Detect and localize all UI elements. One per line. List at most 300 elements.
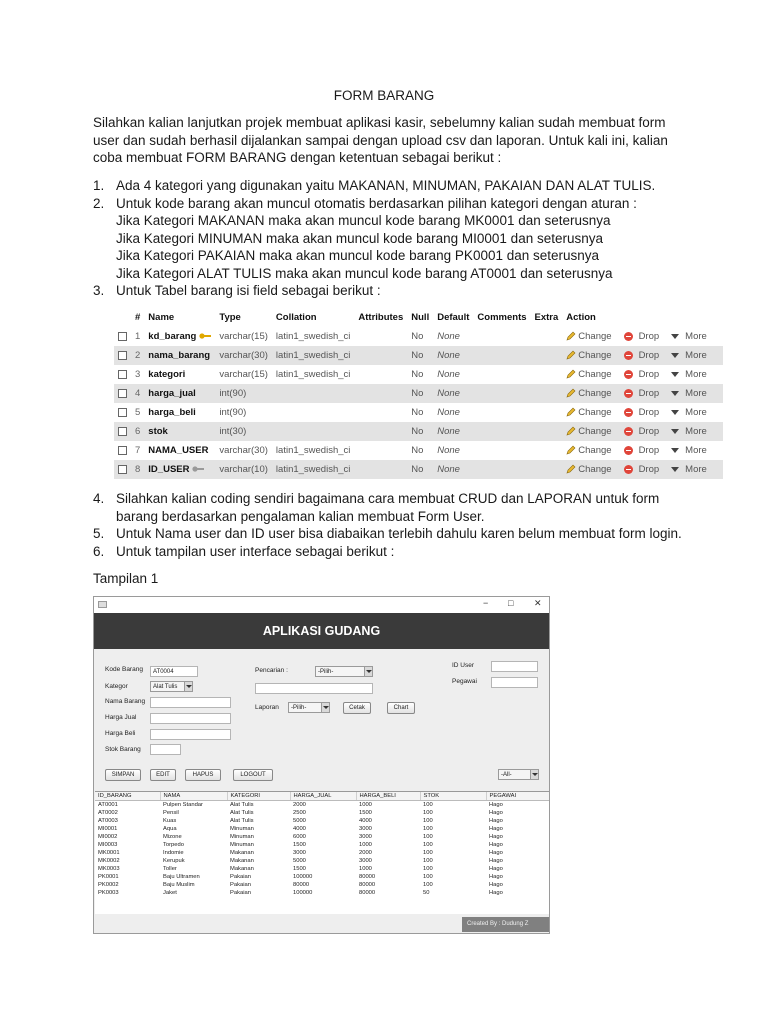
change-action[interactable] — [566, 426, 617, 437]
chart-button[interactable]: Chart — [387, 702, 415, 714]
grid-cell: 100 — [423, 865, 433, 872]
grid-cell: 1000 — [359, 801, 372, 808]
pencil-icon — [566, 331, 576, 341]
more-action[interactable] — [671, 445, 713, 456]
grid-row[interactable] — [95, 889, 550, 897]
field-collation: latin1_swedish_ci — [272, 327, 354, 346]
grid-cell: Makanan — [230, 857, 254, 864]
grid-cell: 100 — [423, 809, 433, 816]
grid-cell: 100 — [423, 825, 433, 832]
row-number: 8 — [131, 460, 144, 479]
field-null: No — [407, 384, 433, 403]
action-cell — [562, 460, 723, 479]
row-checkbox[interactable] — [118, 332, 127, 341]
list-item — [93, 490, 693, 525]
table-row — [114, 441, 723, 460]
grid-cell: 2500 — [293, 809, 306, 816]
change-action[interactable] — [566, 388, 617, 399]
field-attributes — [354, 403, 407, 422]
row-number: 4 — [131, 384, 144, 403]
change-action[interactable] — [566, 350, 617, 361]
column-header: Attributes — [354, 308, 407, 327]
row-checkbox-cell — [114, 441, 131, 460]
grid-cell: Hago — [489, 849, 503, 856]
list-text — [116, 177, 693, 195]
field-extra — [531, 422, 563, 441]
list-item — [93, 177, 693, 195]
column-header: Comments — [473, 308, 530, 327]
field-extra — [531, 384, 563, 403]
field-default: None — [433, 403, 473, 422]
field-type: varchar(10) — [215, 460, 272, 479]
row-checkbox[interactable] — [118, 351, 127, 360]
more-label: More — [685, 407, 707, 418]
grid-cell: Hago — [489, 809, 503, 816]
field-default: None — [433, 365, 473, 384]
action-cell — [562, 384, 723, 403]
more-action[interactable] — [671, 388, 713, 399]
grid-cell: 100 — [423, 841, 433, 848]
grid-row[interactable] — [95, 857, 550, 865]
grid-row[interactable] — [95, 809, 550, 817]
grid-column-header[interactable]: PEGAWAI — [486, 792, 550, 800]
change-label: Change — [578, 369, 612, 380]
field-extra — [531, 327, 563, 346]
grid-cell: 6000 — [293, 833, 306, 840]
grid-cell: Hago — [489, 873, 503, 880]
pencil-icon — [566, 426, 576, 436]
grid-cell: Pulpen Standar — [163, 801, 203, 808]
edit-button[interactable]: EDIT — [150, 769, 176, 781]
column-header: # — [131, 308, 144, 327]
grid-row[interactable] — [95, 825, 550, 833]
harga-beli-label: Harga Beli — [105, 730, 136, 737]
column-header: Type — [215, 308, 272, 327]
field-type: varchar(30) — [215, 441, 272, 460]
grid-cell: 80000 — [359, 873, 376, 880]
list-number: 4. — [93, 491, 105, 506]
list-line: Jika Kategori MINUMAN maka akan muncul kode barang MI0001 dan seterusnya — [116, 230, 603, 246]
grid-column-header[interactable]: ID_BARANG — [95, 792, 160, 800]
grid-cell: Hago — [489, 801, 503, 808]
field-name-cell — [144, 422, 215, 441]
kategori-label: Kategor — [105, 683, 128, 690]
filter-combo-value: -All- — [501, 772, 512, 778]
grid-cell: Hago — [489, 857, 503, 864]
row-number: 5 — [131, 403, 144, 422]
grid-row[interactable] — [95, 841, 550, 849]
field-attributes — [354, 422, 407, 441]
list-item — [93, 525, 693, 543]
grid-cell: PK0002 — [98, 881, 119, 888]
table-row — [114, 460, 723, 479]
drop-icon — [624, 427, 633, 436]
change-action[interactable] — [566, 445, 617, 456]
row-checkbox[interactable] — [118, 389, 127, 398]
field-name-cell — [144, 346, 215, 365]
row-checkbox-cell — [114, 384, 131, 403]
drop-action[interactable] — [624, 369, 666, 380]
action-cell — [562, 346, 723, 365]
more-icon — [671, 391, 679, 396]
grid-row[interactable] — [95, 849, 550, 857]
drop-label: Drop — [638, 407, 660, 418]
data-grid[interactable] — [95, 791, 550, 914]
grid-cell: AT0003 — [98, 817, 118, 824]
harga-beli-field[interactable] — [150, 729, 231, 740]
field-comments — [473, 365, 530, 384]
change-label: Change — [578, 464, 612, 475]
grid-column-header[interactable]: HARGA_JUAL — [290, 792, 356, 800]
minimize-icon[interactable]: − — [483, 598, 489, 608]
more-label: More — [685, 388, 707, 399]
harga-jual-field[interactable] — [150, 713, 231, 724]
table-row — [114, 384, 723, 403]
field-type: int(90) — [215, 403, 272, 422]
row-checkbox[interactable] — [118, 446, 127, 455]
grid-cell: 5000 — [293, 857, 306, 864]
grid-cell: Minuman — [230, 833, 254, 840]
more-action[interactable] — [671, 369, 713, 380]
column-header: Name — [144, 308, 215, 327]
stok-barang-field[interactable] — [150, 744, 181, 755]
app-banner-title: APLIKASI GUDANG — [94, 613, 549, 649]
more-action[interactable] — [671, 331, 713, 342]
row-checkbox[interactable] — [118, 427, 127, 436]
change-label: Change — [578, 426, 612, 437]
row-number: 7 — [131, 441, 144, 460]
column-header — [114, 308, 131, 327]
kategori-combo-value: Alat Tulis — [153, 684, 178, 690]
grid-row[interactable] — [95, 873, 550, 881]
id-user-field[interactable] — [491, 661, 538, 672]
list-line: Jika Kategori MAKANAN maka akan muncul kode barang MK0001 dan seterusnya — [116, 213, 611, 228]
drop-icon — [624, 389, 633, 398]
field-collation: latin1_swedish_ci — [272, 441, 354, 460]
field-name-cell — [144, 460, 215, 479]
field-attributes — [354, 460, 407, 479]
fields-table-header — [114, 308, 723, 327]
simpan-button[interactable]: SIMPAN — [105, 769, 141, 781]
grid-cell: 100 — [423, 873, 433, 880]
field-collation: latin1_swedish_ci — [272, 365, 354, 384]
field-comments — [473, 384, 530, 403]
grid-cell: Pensil — [163, 809, 179, 816]
field-name: harga_jual — [148, 388, 196, 399]
more-action[interactable] — [671, 464, 713, 475]
pencil-icon — [566, 445, 576, 455]
drop-icon — [624, 408, 633, 417]
grid-cell: 3000 — [359, 857, 372, 864]
list-line: Ada 4 kategori yang digunakan yaitu MAKANAN, MINUMAN, PAKAIAN DAN ALAT TULIS. — [116, 178, 656, 193]
list-line: Untuk Tabel barang isi field sebagai berikut : — [116, 283, 381, 298]
window-titlebar — [94, 597, 549, 613]
grid-cell: 1500 — [359, 809, 372, 816]
field-type: varchar(30) — [215, 346, 272, 365]
field-extra — [531, 346, 563, 365]
list-line: Untuk kode barang akan muncul otomatis berdasarkan pilihan kategori dengan aturan : — [116, 195, 637, 211]
grid-cell: 1500 — [293, 865, 306, 872]
field-name: harga_beli — [148, 407, 196, 418]
grid-column-header[interactable]: NAMA — [160, 792, 227, 800]
grid-row[interactable] — [95, 833, 550, 841]
id-user-label: ID User — [452, 662, 475, 669]
field-default: None — [433, 384, 473, 403]
more-icon — [671, 410, 679, 415]
field-name: nama_barang — [148, 350, 211, 361]
list-number: 5. — [93, 526, 105, 541]
drop-action[interactable] — [624, 426, 666, 437]
grid-cell: Toller — [163, 865, 177, 872]
field-default: None — [433, 346, 473, 365]
grid-cell: MI0001 — [98, 825, 118, 832]
grid-cell: 100000 — [293, 889, 313, 896]
field-name: kd_barang — [148, 331, 197, 342]
field-collation: latin1_swedish_ci — [272, 346, 354, 365]
grid-cell: 100 — [423, 881, 433, 888]
list-text — [116, 543, 693, 561]
list-text — [116, 282, 693, 300]
field-default: None — [433, 460, 473, 479]
field-attributes — [354, 346, 407, 365]
grid-row[interactable] — [95, 881, 550, 889]
field-comments — [473, 441, 530, 460]
grid-cell: 3000 — [359, 833, 372, 840]
tampilan-label: Tampilan 1 — [93, 571, 159, 586]
field-comments — [473, 460, 530, 479]
cetak-button[interactable]: Cetak — [343, 702, 371, 714]
field-comments — [473, 403, 530, 422]
grid-row[interactable] — [95, 800, 550, 809]
grid-cell: 100 — [423, 817, 433, 824]
field-collation — [272, 384, 354, 403]
nama-barang-label: Nama Barang — [105, 698, 146, 705]
pencil-icon — [566, 388, 576, 398]
list-number: 3. — [93, 283, 105, 298]
field-name-cell — [144, 403, 215, 422]
instruction-list-1 — [93, 177, 693, 300]
row-checkbox-cell — [114, 346, 131, 365]
pencil-icon — [566, 369, 576, 379]
more-label: More — [685, 445, 707, 456]
grid-header — [95, 792, 550, 800]
table-row — [114, 365, 723, 384]
pencarian-combo[interactable] — [315, 666, 373, 677]
grid-column-header[interactable]: KATEGORI — [227, 792, 290, 800]
list-text — [116, 195, 693, 283]
grid-cell: Minuman — [230, 825, 254, 832]
drop-action[interactable] — [624, 388, 666, 399]
field-comments — [473, 422, 530, 441]
field-name-cell — [144, 365, 215, 384]
drop-label: Drop — [638, 369, 660, 380]
grid-cell: Kuas — [163, 817, 177, 824]
filter-combo[interactable] — [498, 769, 539, 780]
field-null: No — [407, 422, 433, 441]
grid-cell: Makanan — [230, 849, 254, 856]
grid-cell: 4000 — [359, 817, 372, 824]
drop-icon — [624, 465, 633, 474]
field-default: None — [433, 422, 473, 441]
list-line: Untuk Nama user dan ID user bisa diabaikan terlebih dahulu karen belum membuat form login. — [116, 526, 682, 541]
grid-cell: Indomie — [163, 849, 184, 856]
action-cell — [562, 327, 723, 346]
pencil-icon — [566, 464, 576, 474]
list-item — [93, 282, 693, 300]
change-label: Change — [578, 350, 612, 361]
more-icon — [671, 353, 679, 358]
pegawai-field[interactable] — [491, 677, 538, 688]
list-line: Untuk tampilan user interface sebagai berikut : — [116, 543, 395, 559]
column-header: Collation — [272, 308, 354, 327]
grid-cell: MI0003 — [98, 841, 118, 848]
grid-cell: Torpedo — [163, 841, 184, 848]
grid-cell: 1000 — [359, 865, 372, 872]
more-label: More — [685, 331, 707, 342]
field-type: varchar(15) — [215, 327, 272, 346]
grid-cell: 3000 — [293, 849, 306, 856]
drop-label: Drop — [638, 464, 660, 475]
more-label: More — [685, 350, 707, 361]
list-item — [93, 195, 693, 283]
row-checkbox[interactable] — [118, 370, 127, 379]
field-name: ID_USER — [148, 464, 190, 475]
more-action[interactable] — [671, 407, 713, 418]
drop-icon — [624, 446, 633, 455]
chevron-down-icon — [364, 667, 372, 676]
more-icon — [671, 334, 679, 339]
list-text — [116, 525, 693, 543]
field-comments — [473, 327, 530, 346]
pencarian-field[interactable] — [255, 683, 373, 694]
change-action[interactable] — [566, 331, 617, 342]
field-null: No — [407, 346, 433, 365]
drop-action[interactable] — [624, 445, 666, 456]
row-checkbox-cell — [114, 403, 131, 422]
pencarian-combo-value: -Pilih- — [318, 669, 334, 675]
list-item — [93, 543, 693, 561]
grid-cell: Hago — [489, 865, 503, 872]
list-line: Jika Kategori ALAT TULIS maka akan muncul kode barang AT0001 dan seterusnya — [116, 265, 613, 281]
drop-action[interactable] — [624, 331, 666, 342]
change-action[interactable] — [566, 369, 617, 380]
action-cell — [562, 422, 723, 441]
grid-cell: MI0002 — [98, 833, 118, 840]
hapus-button[interactable]: HAPUS — [185, 769, 221, 781]
grid-cell: Pakaian — [230, 881, 251, 888]
list-number: 6. — [93, 543, 105, 559]
grid-cell: 80000 — [293, 881, 310, 888]
list-line: Silahkan kalian coding sendiri bagaimana cara membuat CRUD dan LAPORAN untuk form barang berdasarkan pengalaman kalian membuat Form User. — [116, 491, 660, 524]
more-label: More — [685, 464, 707, 475]
drop-icon — [624, 370, 633, 379]
change-label: Change — [578, 407, 612, 418]
drop-action[interactable] — [624, 407, 666, 418]
more-action[interactable] — [671, 426, 713, 437]
index-key-icon — [192, 464, 204, 474]
change-action[interactable] — [566, 464, 617, 475]
row-number: 1 — [131, 327, 144, 346]
laporan-combo[interactable] — [288, 702, 330, 713]
close-icon[interactable]: ✕ — [534, 598, 542, 608]
grid-cell: Hago — [489, 817, 503, 824]
chevron-down-icon — [321, 703, 329, 712]
grid-cell: 100 — [423, 849, 433, 856]
maximize-icon[interactable]: □ — [508, 598, 514, 608]
kode-barang-field[interactable]: AT0004 — [150, 666, 198, 677]
drop-label: Drop — [638, 350, 660, 361]
grid-cell: 100 — [423, 801, 433, 808]
grid-cell: 1000 — [359, 841, 372, 848]
instruction-list-2 — [93, 490, 693, 560]
more-label: More — [685, 369, 707, 380]
field-extra — [531, 403, 563, 422]
grid-cell: 100000 — [293, 873, 313, 880]
field-collation — [272, 422, 354, 441]
more-action[interactable] — [671, 350, 713, 361]
pegawai-label: Pegawai — [452, 678, 477, 685]
nama-barang-field[interactable] — [150, 697, 231, 708]
list-text — [116, 490, 693, 525]
grid-row[interactable] — [95, 817, 550, 825]
pencarian-label: Pencarian : — [255, 667, 288, 674]
laporan-label: Laporan — [255, 704, 279, 711]
grid-cell: AT0002 — [98, 809, 118, 816]
grid-cell: Hago — [489, 833, 503, 840]
change-label: Change — [578, 388, 612, 399]
field-null: No — [407, 327, 433, 346]
change-action[interactable] — [566, 407, 617, 418]
grid-cell: Baju Muslim — [163, 881, 195, 888]
grid-cell: AT0001 — [98, 801, 118, 808]
logout-button[interactable]: LOGOUT — [233, 769, 273, 781]
grid-cell: PK0001 — [98, 873, 119, 880]
field-default: None — [433, 441, 473, 460]
grid-cell: Kerupuk — [163, 857, 185, 864]
kategori-combo[interactable] — [150, 681, 193, 692]
more-icon — [671, 448, 679, 453]
status-bar — [94, 915, 549, 934]
row-checkbox-cell — [114, 365, 131, 384]
field-name-cell — [144, 327, 215, 346]
grid-cell: MK0002 — [98, 857, 120, 864]
more-icon — [671, 429, 679, 434]
field-comments — [473, 346, 530, 365]
grid-column-header[interactable]: STOK — [420, 792, 486, 800]
grid-column-header[interactable]: HARGA_BELI — [356, 792, 420, 800]
grid-row[interactable] — [95, 865, 550, 873]
field-extra — [531, 441, 563, 460]
primary-key-icon — [199, 331, 211, 341]
field-null: No — [407, 403, 433, 422]
field-collation: latin1_swedish_ci — [272, 460, 354, 479]
grid-cell: Pakaian — [230, 889, 251, 896]
row-checkbox[interactable] — [118, 408, 127, 417]
pencil-icon — [566, 407, 576, 417]
app-window — [93, 596, 550, 934]
more-icon — [671, 372, 679, 377]
action-cell — [562, 403, 723, 422]
row-checkbox[interactable] — [118, 465, 127, 474]
table-row — [114, 422, 723, 441]
change-label: Change — [578, 331, 612, 342]
list-number: 2. — [93, 195, 105, 211]
grid-cell: 100 — [423, 857, 433, 864]
grid-cell: Mizone — [163, 833, 182, 840]
drop-action[interactable] — [624, 464, 666, 475]
drop-action[interactable] — [624, 350, 666, 361]
action-cell — [562, 441, 723, 460]
